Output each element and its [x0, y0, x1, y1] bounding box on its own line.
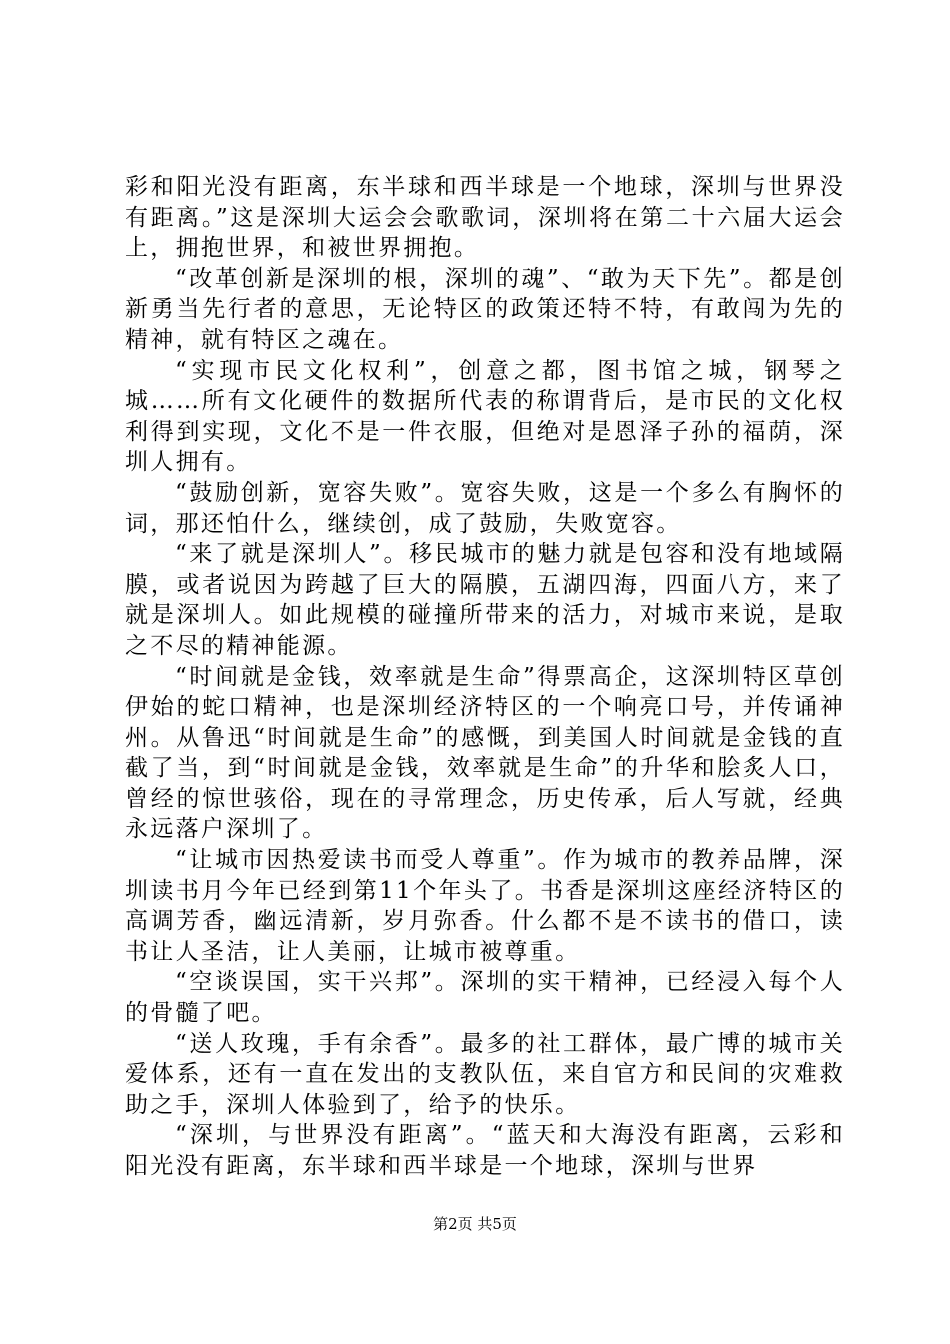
paragraph-10: “深圳，与世界没有距离”。“蓝天和大海没有距离，云彩和阳光没有距离，东半球和西半球是一个地球，深圳与世界 [125, 1122, 845, 1179]
paragraph-4: “鼓励创新，宽容失败”。宽容失败，这是一个多么有胸怀的词，那还怕什么，继续创，成了鼓励，失败宽容。 [125, 479, 845, 537]
paragraph-6: “时间就是金钱，效率就是生命”得票高企，这深圳特区草创伊始的蛇口精神，也是深圳经济特区的一个响亮口号，并传诵神州。从鲁迅“时间就是生命”的感慨，到美国人时间就是金钱的直截了当，到“时间就是金钱，效率就是生命”的升华和脍炙人口，曾经的惊世骇俗，现在的寻常理念，历史传承，后人写就，经典永远落户深圳了。 [125, 663, 845, 843]
paragraph-1: 彩和阳光没有距离，东半球和西半球是一个地球，深圳与世界没有距离。”这是深圳大运会会歌歌词，深圳将在第二十六届大运会上，拥抱世界，和被世界拥抱。 [125, 174, 845, 262]
paragraph-7: “让城市因热爱读书而受人尊重”。作为城市的教养品牌，深圳读书月今年已经到第11个年头了。书香是深圳这座经济特区的高调芳香，幽远清新，岁月弥香。什么都不是不读书的借口，读书让人圣洁，让人美丽，让城市被尊重。 [125, 847, 845, 965]
page-number-footer: 第2页 共5页 [433, 1215, 517, 1233]
paragraph-3: “实现市民文化权利”，创意之都，图书馆之城，钢琴之城……所有文化硬件的数据所代表的称谓背后，是市民的文化权利得到实现，文化不是一件衣服，但绝对是恩泽子孙的福荫，深圳人拥有。 [125, 357, 845, 476]
paragraph-5: “来了就是深圳人”。移民城市的魅力就是包容和没有地域隔膜，或者说因为跨越了巨大的隔膜，五湖四海，四面八方，来了就是深圳人。如此规模的碰撞所带来的活力，对城市来说，是取之不尽的精神能源。 [125, 541, 845, 659]
paragraph-9: “送人玫瑰，手有余香”。最多的社工群体，最广博的城市关爱体系，还有一直在发出的支教队伍，来自官方和民间的灾难救助之手，深圳人体验到了，给予的快乐。 [125, 1030, 845, 1118]
paragraph-2: “改革创新是深圳的根，深圳的魂”、“敢为天下先”。都是创新勇当先行者的意思，无论特区的政策还特不特，有敢闯为先的精神，就有特区之魂在。 [125, 265, 845, 353]
body-text [125, 172, 845, 1182]
paragraph-8: “空谈误国，实干兴邦”。深圳的实干精神，已经浸入每个人的骨髓了吧。 [125, 969, 845, 1027]
